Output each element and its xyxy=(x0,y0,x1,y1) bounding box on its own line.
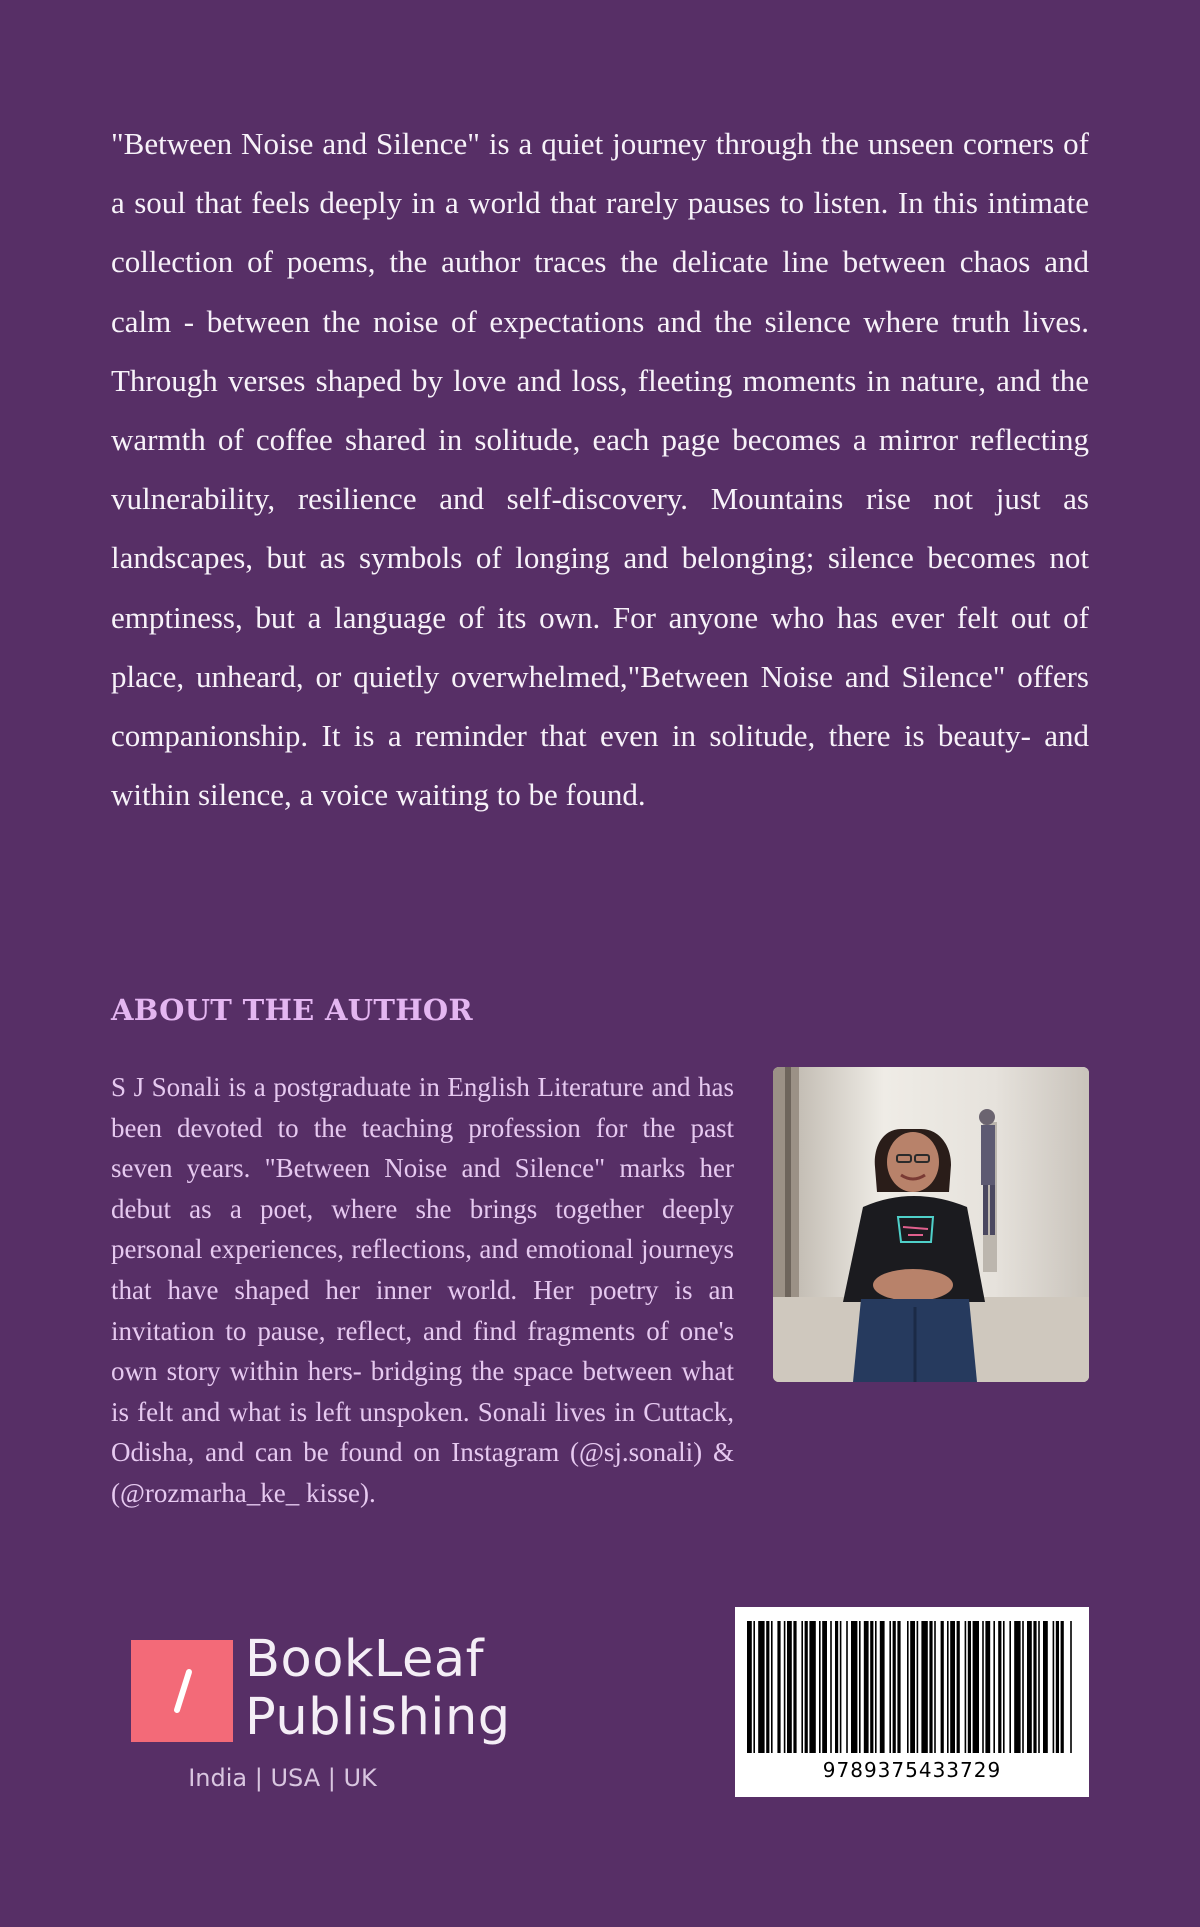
barcode-bar xyxy=(897,1621,900,1753)
barcode-bar xyxy=(973,1621,979,1753)
barcode-bar xyxy=(917,1621,919,1753)
barcode-bar xyxy=(809,1621,815,1753)
barcode-bar xyxy=(846,1621,848,1753)
back-cover-blurb: "Between Noise and Silence" is a quiet journey through the unseen corners of a soul that feels deeply in a world that rarely pauses to listen. In this intimate collection of poems, the author traces the delicate line between chaos and calm - between the noise of expectations and the silence where truth lives. Through verses shaped by love and loss, fleeting moments in nature, and the warmth of coffee shared in solitude, each page becomes a mirror reflecting vulnerability, resilience and self-discovery. Mountains rise not just as landscapes, but as symbols of longing and belonging; silence becomes not emptiness, but a language of its own. For anyone who has ever felt out of place, unheard, or quietly overwhelmed,"Between Noise and Silence" offers companionship. It is a reminder that even in solitude, there is beauty- and within silence, a voice waiting to be found. xyxy=(111,126,1089,813)
barcode-bar xyxy=(771,1621,773,1753)
barcode-bar xyxy=(910,1621,915,1753)
barcode-bar xyxy=(851,1621,857,1753)
barcode-bar xyxy=(921,1621,927,1753)
barcode-bar xyxy=(929,1621,932,1753)
barcode-bar xyxy=(835,1621,838,1753)
barcode-bar xyxy=(1022,1621,1024,1753)
barcode-bar xyxy=(950,1621,955,1753)
about-author-text: S J Sonali is a postgraduate in English Literature and has been devoted to the teaching profession for the past seven years. "Between Noise and Silence" marks her debut as a poet, where she brings together deeply personal experiences, reflections, and emotional journeys that have shaped her inner world. Her poetry is an invitation to pause, reflect, and find fragments of one's own story within hers- bridging the space between what is felt and what is left unspoken. Sonali lives in Cuttack, Odisha, and can be found on Instagram (@sj.sonali) & (@rozmarha_ke_ kisse). xyxy=(111,1072,734,1508)
barcode-bar xyxy=(965,1621,967,1753)
barcode-bar xyxy=(1070,1621,1072,1753)
barcode-bar xyxy=(947,1621,949,1753)
barcode-bar xyxy=(864,1621,869,1753)
barcode-bar xyxy=(859,1621,861,1753)
barcode-bar xyxy=(985,1621,990,1753)
barcode-bar xyxy=(822,1621,827,1753)
publisher-regions: India | USA | UK xyxy=(188,1764,377,1792)
barcode-bar xyxy=(893,1621,896,1753)
barcode-bar xyxy=(1043,1621,1048,1753)
barcode-bar xyxy=(875,1621,877,1753)
barcode-bar xyxy=(1009,1621,1011,1753)
barcode-bar xyxy=(993,1621,995,1753)
barcode-bar xyxy=(998,1621,1001,1753)
barcode-bar xyxy=(801,1621,803,1753)
barcode-bar xyxy=(805,1621,808,1753)
barcode-bar xyxy=(758,1621,764,1753)
barcode-bar xyxy=(830,1621,832,1753)
barcode-bar xyxy=(934,1621,936,1753)
barcode-bar xyxy=(784,1621,786,1753)
barcode-bar xyxy=(889,1621,891,1753)
barcode-bar xyxy=(747,1621,752,1753)
barcode-bar xyxy=(1014,1621,1020,1753)
barcode-bar xyxy=(777,1621,780,1753)
barcode-bar xyxy=(880,1621,885,1753)
barcode-bar xyxy=(941,1621,944,1753)
publisher-name-line1: BookLeaf xyxy=(245,1630,485,1689)
isbn-barcode xyxy=(735,1607,1089,1797)
author-photo xyxy=(773,1067,1089,1382)
publisher-name-line2: Publishing xyxy=(245,1688,511,1747)
barcode-bar xyxy=(793,1621,796,1753)
barcode-bar xyxy=(1038,1621,1040,1753)
barcode-bar xyxy=(753,1621,755,1753)
barcode-bar xyxy=(1003,1621,1005,1753)
barcode-bar xyxy=(819,1621,821,1753)
barcode-bar xyxy=(968,1621,971,1753)
about-author-heading: ABOUT THE AUTHOR xyxy=(111,993,473,1027)
barcode-bar xyxy=(766,1621,769,1753)
barcode-bar xyxy=(1053,1621,1055,1753)
barcode-bar xyxy=(1056,1621,1059,1753)
barcode-bar xyxy=(787,1621,792,1753)
barcode-bar xyxy=(1027,1621,1032,1753)
barcode-bar xyxy=(982,1621,984,1753)
barcode-bar xyxy=(840,1621,842,1753)
barcode-bar xyxy=(870,1621,873,1753)
barcode-bar xyxy=(957,1621,960,1753)
barcode-bar xyxy=(1061,1621,1064,1753)
barcode-bar xyxy=(907,1621,909,1753)
barcode-bar xyxy=(1033,1621,1036,1753)
isbn-number: 9789375433729 xyxy=(822,1758,1002,1782)
bookleaf-logo-icon xyxy=(131,1640,233,1742)
